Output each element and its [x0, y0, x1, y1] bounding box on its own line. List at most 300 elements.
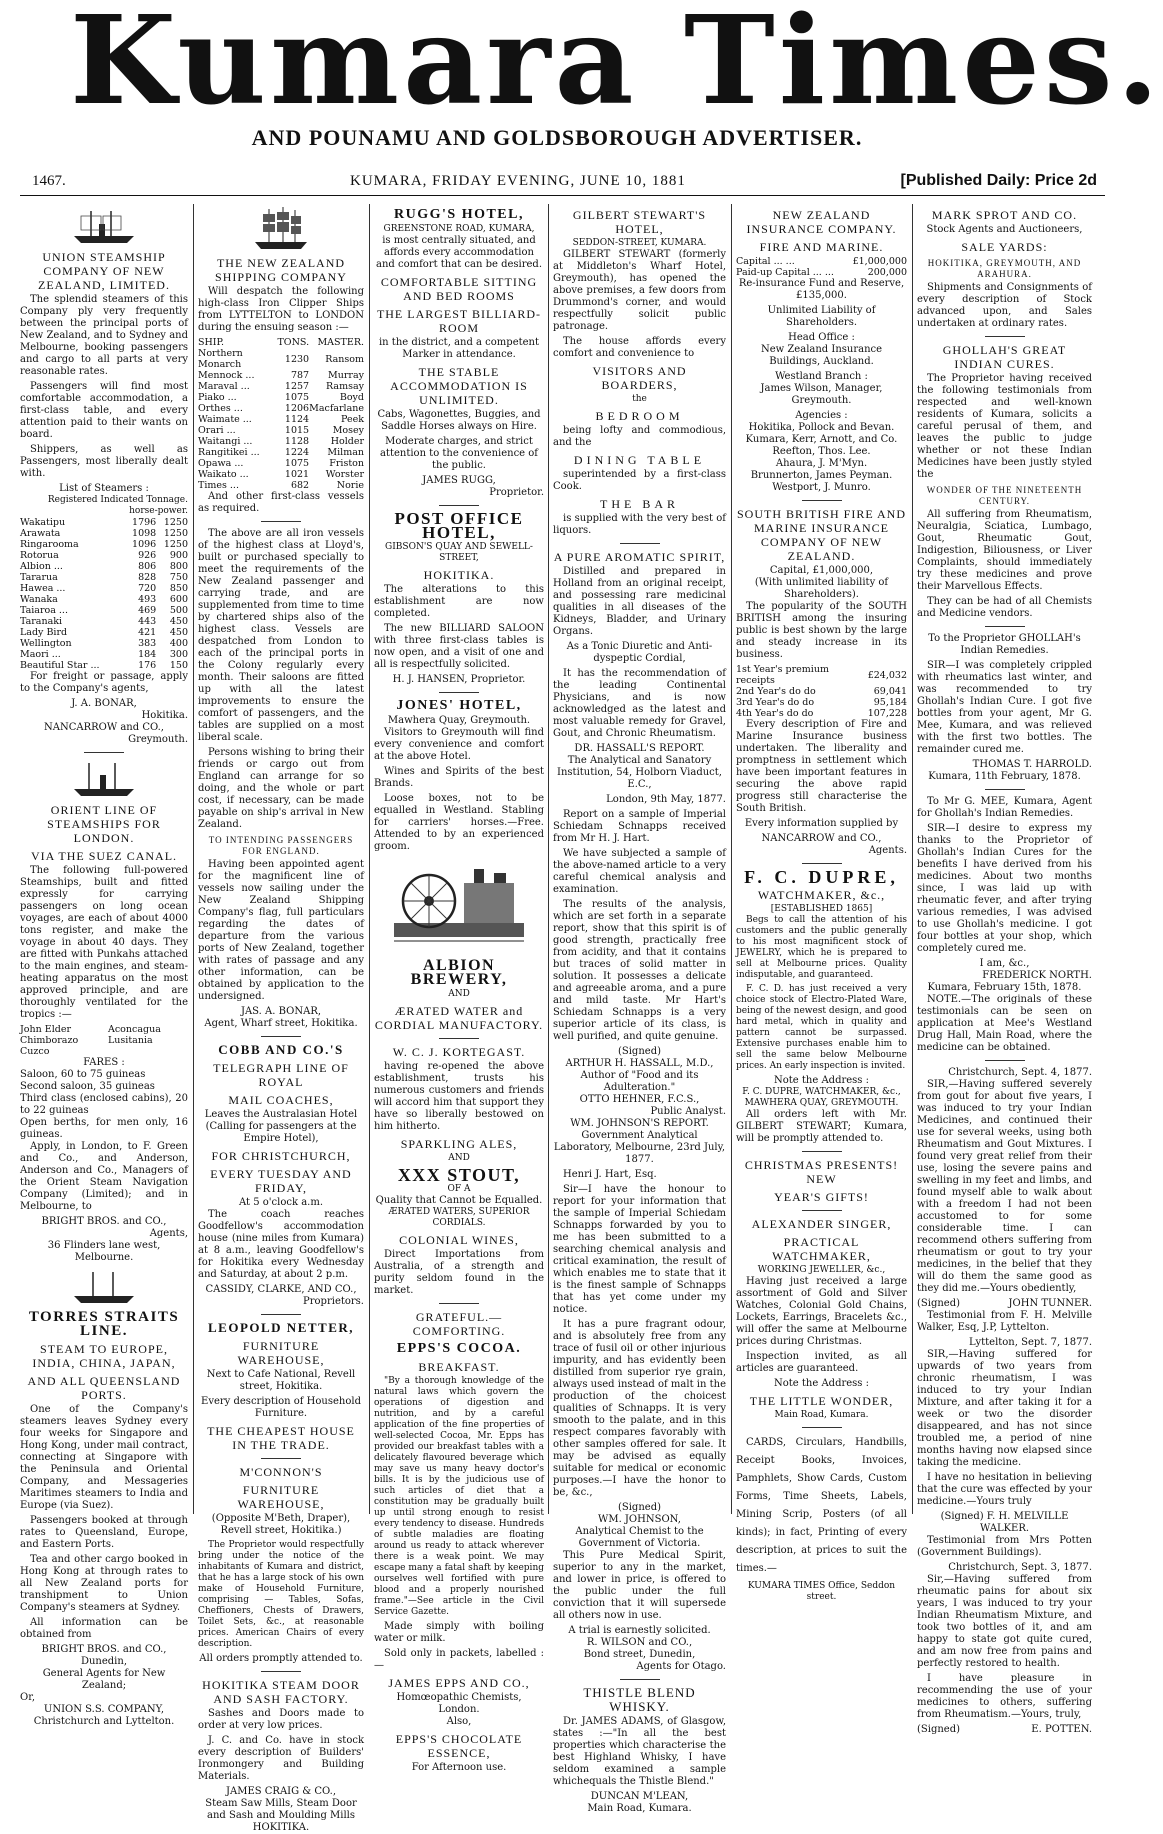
table-cell: Tararua [20, 572, 58, 583]
steamship-icon [69, 206, 139, 246]
ghollah-text: I have no hesitation in believing that the cure was effected by your medicine.—Yours truly [917, 1472, 1092, 1507]
kortegast-title: W. C. J. KORTEGAST. [392, 1045, 526, 1059]
rugg-heading: THE STABLE ACCOMMODATION IS UNLIMITED. [390, 365, 528, 407]
table-cell: Worster [325, 469, 364, 480]
steamship-icon [69, 1266, 139, 1306]
aromatic-spirit-text: Distilled and prepared in Holland from an original receipt, and possessing rare medicinal qualities in all diseases of the Kidneys, Bladder, and Urinary Organs. [553, 566, 726, 637]
table-cell: Macfarlane [309, 403, 364, 414]
ghollah-text: SIR—I was completely crippled with rheumatics last winter, and was recommended to try Ghollah's Indian Cure. I got five bottles from your agent, Mr G. Mee, Kumara, and was relieved with the first two bottles. The remainder cured me. [917, 660, 1092, 755]
table-row [198, 425, 364, 436]
divider [802, 1210, 842, 1211]
divider [802, 1151, 842, 1152]
gilbert-stewart-heading: DINING TABLE [573, 453, 706, 467]
list-item: Hokitika, Pollock and Bevan. [748, 422, 895, 433]
ghollah-signature: (Signed) F. H. MELVILLE WALKER. [940, 1511, 1069, 1534]
rugg-signature: JAMES RUGG, [422, 475, 496, 486]
gilbert-stewart-text: The house affords every comfort and convenience to [553, 336, 726, 359]
hsd-signature: JAMES CRAIG & CO., [225, 1786, 337, 1797]
singer-heading: PRACTICAL WATCHMAKER, [772, 1235, 871, 1263]
list-item: Third class (enclosed cabins), 20 to 22 guineas [20, 1093, 188, 1116]
column-rule [731, 204, 732, 1514]
masthead [0, 0, 1163, 150]
steamship-icon [69, 759, 139, 799]
table-row [736, 664, 907, 686]
table-row [20, 649, 188, 660]
jones-title: JONES' HOTEL, [396, 698, 522, 713]
mcconnon-title: M'CONNON'S [239, 1465, 323, 1479]
hehner-signature: OTTO HEHNER, F.C.S., [579, 1094, 700, 1105]
torres-agent-town: Dunedin, [80, 1656, 128, 1667]
torres-usc-towns: Christchurch and Lyttelton. [33, 1716, 175, 1727]
divider [261, 1458, 301, 1459]
hassall-report-text: London, 9th May, 1877. [606, 794, 726, 805]
hsd-title: HOKITIKA STEAM DOOR AND SASH FACTORY. [202, 1678, 360, 1706]
column-rule [193, 204, 194, 1514]
torres-text: Tea and other cargo booked in Hong Kong at through rates to all New Zealand ports for transhipment to Union Company's steamers at Sydney. [20, 1554, 188, 1613]
table-cell: Norie [336, 480, 364, 491]
post-office-text: The new BILLIARD SALOON with three first-class tables is now open, and a visit of one and all is respectfully solicited. [374, 623, 544, 670]
table-cell: Wellington [20, 638, 72, 649]
cobb-time: At 5 o'clock a.m. [238, 1197, 323, 1208]
dupre-address: MAWHERA QUAY, GREYMOUTH. [744, 1098, 899, 1108]
divider [802, 1427, 842, 1428]
table-cell: 1021 [284, 469, 310, 480]
little-wonder-address: Main Road, Kumara. [774, 1410, 869, 1420]
table-cell: 493 [138, 594, 157, 605]
nzi-heading: Westland Branch : [775, 371, 868, 382]
table-cell: 1796 [132, 517, 157, 528]
nzs-ships-table [198, 337, 364, 491]
gilbert-stewart-heading: VISITORS AND BOARDERS, [592, 364, 687, 392]
table-cell: 1075 [284, 392, 310, 403]
fares-list [20, 1069, 188, 1141]
table-cell: Capital ... ... [736, 256, 795, 267]
table-cell: Maraval ... [198, 381, 250, 392]
ghollah-date: Christchurch, Sept. 4, 1877. [948, 1067, 1092, 1078]
nzs-title: THE NEW ZEALAND SHIPPING COMPANY [215, 256, 347, 284]
table-row [198, 392, 364, 403]
mcconnon-text: The Proprietor would respectfully bring under the notice of the inhabitants of Kumara and district, that he has a large stock of his own make of Household Furniture, comprising — Tables, Sofas, Cheffioners, Chests of Drawers, Toilet Sets, &c., at reasonable prices. American Chairs of every description. [198, 1540, 364, 1649]
wilson-role: Agents for Otago. [636, 1661, 726, 1672]
table-cell: 1128 [284, 436, 310, 447]
table-cell: 400 [169, 638, 188, 649]
usc-agent-town: Hokitika. [141, 710, 188, 721]
nzs-text: The above are all iron vessels of the highest class at Lloyd's, built or purchased specially to meet the requirements of the New Zealand passenger and carrying trade, and are supplemented from time to time by chartered ships also of the highest class. Vessels are despatched from London to each of the principal ports in the Colony regularly every month. Their saloons are fitted up with all the latest improvements to ensure the comfort of passengers, and the tables are supplied on a most liberal scale. [198, 528, 364, 743]
rugg-title: RUGG'S HOTEL, [394, 207, 524, 222]
list-item: Reefton, Thos. Lee. [772, 446, 871, 457]
usc-text: For freight or passage, apply to the Company's agents, [20, 671, 188, 694]
column-6 [917, 204, 1092, 1735]
list-item: Saloon, 60 to 75 guineas [20, 1069, 146, 1080]
table-cell: Rangitikei ... [198, 447, 260, 458]
hassall-report-text: Report on a sample of Imperial Schiedam Schnapps received from Mr H. J. Hart. [553, 809, 726, 844]
ghollah-signature: E. POTTEN. [1031, 1724, 1092, 1735]
table-cell: Holder [330, 436, 364, 447]
epps-also: Also, [446, 1716, 472, 1727]
issue-number: 1467. [32, 173, 66, 189]
epps-signature-role: Homœopathic Chemists, [396, 1692, 522, 1703]
mark-sprot-heading: HOKITIKA, GREYMOUTH, AND ARAHURA. [927, 258, 1082, 279]
usc-text: Passengers will find most comfortable accommodation, a first-class table, and every attention paid to their wants on board. [20, 381, 188, 440]
divider [985, 1060, 1025, 1061]
ghollah-signed: (Signed) [917, 1298, 961, 1309]
table-cell: 1250 [163, 528, 188, 539]
divider [439, 692, 479, 693]
table-row [736, 686, 907, 697]
column-rule [369, 204, 370, 1514]
post-office-address: GIBSON'S QUAY AND SEWELL-STREET, [385, 542, 533, 563]
johnson-report-text: Sir—I have the honour to report for your information that the sample of Imperial Schiedam Schnapps forwarded by you to me has been submitted to a searching chemical analysis and critical examination, the result of which enables me to state that it is the finest sample of Schnapps that has yet come under my notice. [553, 1184, 726, 1315]
epps-heading: BREAKFAST. [418, 1360, 500, 1374]
nzs-text: Persons wishing to bring their friends or cargo out from England can arrange for so doing, and the whole or part cost, if necessary, can be made payable on ship's arrival in New Zealand. [198, 747, 364, 830]
post-office-title: POST OFFICE HOTEL, [394, 509, 524, 542]
rugg-heading: THE LARGEST BILLIARD-ROOM [376, 307, 542, 335]
orient-text: The following full-powered Steamships, built and fitted expressly for carrying passengers on long ocean voyages, are each of about 4000 tons register, and make the voyage in about 40 days. They are fitted with Punkahs attached to the main engines, and steam-heating apparatus on the most approved principle, and are thoroughly ventilated for the tropics :— [20, 865, 188, 1020]
torres-heading: AND ALL QUEENSLAND PORTS. [27, 1374, 181, 1402]
table-cell: Aconcagua [108, 1024, 161, 1035]
ghollah-title: GHOLLAH'S GREAT INDIAN CURES. [942, 343, 1067, 371]
rugg-heading: COMFORTABLE SITTING AND BED ROOMS [380, 275, 538, 303]
south-british-text: Every information supplied by [744, 818, 899, 829]
ghollah-text: NOTE.—The originals of these testimonials can be seen on application at Mee's Westland Drug Hall, Main Road, where the medicine can be obtained. [917, 994, 1092, 1053]
table-cell: Orthes ... [198, 403, 243, 414]
table-row [20, 627, 188, 638]
dupre-established: [ESTABLISHED 1865] [770, 904, 873, 914]
column-3 [374, 204, 544, 1773]
usc-agent: J. A. BONAR, [71, 698, 137, 709]
table-cell: £1,000,000 [852, 256, 907, 267]
nzi-agencies [736, 422, 907, 494]
divider [261, 521, 301, 522]
usc-text: The splendid steamers of this Company ply very frequently between the principal ports of New Zealand, and to Sydney and Melbourne, booking passengers and cargo to all parts at very reasonable rates. [20, 294, 188, 377]
table-cell: 1224 [284, 447, 310, 458]
nzs-signature: JAS. A. BONAR, [240, 1006, 322, 1017]
christmas-heading: YEAR'S GIFTS! [774, 1190, 869, 1204]
table-cell: 200,000 [867, 267, 907, 278]
table-cell: £24,032 [867, 669, 907, 681]
post-office-text: The alterations to this establishment are now completed. [374, 584, 544, 619]
table-row [20, 517, 188, 528]
dupre-heading: WATCHMAKER, &c., [757, 888, 886, 902]
table-row [198, 381, 364, 392]
table-row [198, 370, 364, 381]
hsd-signature-town: HOKITIKA. [252, 1822, 310, 1833]
cobb-heading: EVERY TUESDAY AND FRIDAY, [210, 1167, 352, 1195]
table-cell: 800 [169, 561, 188, 572]
torres-agent-role: General Agents for New Zealand; [42, 1668, 166, 1691]
cobb-heading: TELEGRAPH LINE OF ROYAL [213, 1061, 349, 1089]
jones-text: Loose boxes, not to be equalled in Westland. Stabling for carriers' horses.—Free. Attended to by an experienced groom. [374, 793, 544, 852]
table-cell: Mosey [332, 425, 364, 436]
usc-text: Shippers, as well as Passengers, most liberally dealt with. [20, 444, 188, 479]
table-cell: Cuzco [20, 1046, 50, 1057]
torres-agent: BRIGHT BROS. and CO., [41, 1644, 167, 1655]
ghollah-text: SIR,—Having suffered severely from gout for about five years, I was induced to try your Indian Medicines, and continued their use for several weeks, using both Rheumatism and Gout Mixtures. I found very great relief from their use, losing the severe pains and swelling in my feet and limbs, and found myself able to walk about with a freedom I had not been accustomed to for some considerable time. I can recommend others suffering from rheumatism or gout to try your medicines, in the belief that they will do them the same good as they did me.—Yours obediently, [917, 1079, 1092, 1294]
xxx-stout: XXX STOUT, [397, 1165, 521, 1185]
nzi-heading: FIRE AND MARINE. [759, 240, 884, 254]
singer-heading: WORKING JEWELLER, &c., [757, 1265, 886, 1275]
dupre-heading: Note the Address : [774, 1075, 869, 1086]
divider [439, 505, 479, 506]
steamers-list-title: List of Steamers : [59, 483, 149, 494]
kortegast-heading: ÆRATED WATERS, SUPERIOR CORDIALS. [388, 1207, 530, 1228]
table-cell: MASTER. [317, 337, 364, 348]
ghollah-signature-row [917, 1724, 1092, 1736]
aromatic-spirit-text: This Pure Medical Spirit, superior to any in the market, and lower in price, is offered to the public under the full conviction that it will supersede all others now in use. [553, 1550, 726, 1621]
nzi-title: NEW ZEALAND INSURANCE COMPANY. [746, 208, 897, 236]
table-cell: Ringarooma [20, 539, 79, 550]
hassall-report-title: DR. HASSALL'S REPORT. [574, 743, 705, 754]
wilson-signature: R. WILSON and CO., [586, 1637, 693, 1648]
table-cell: Piako ... [198, 392, 237, 403]
netter-text: Next to Cafe National, Revell street, Hokitika. [206, 1369, 356, 1392]
steamers-list-header: Registered Indicated Tonnage. horse-power. [47, 495, 188, 516]
hassall-signed: (Signed) [617, 1046, 661, 1057]
rugg-address: GREENSTONE ROAD, KUMARA, [383, 224, 535, 234]
ghollah-signed: (Signed) [917, 1724, 961, 1735]
table-cell: 2nd Year's do do [736, 686, 816, 697]
orient-agent-role: Agents, [149, 1228, 188, 1239]
cobb-text: The coach reaches Goodfellow's accommodation house (nine miles from Kumara) at 8 a.m., leaving Goodfellow's for Hokitika every Wednesday and Saturday, at about 2 p.m. [198, 1209, 364, 1280]
table-cell: Lady Bird [20, 627, 68, 638]
mark-sprot-heading: SALE YARDS: [961, 240, 1048, 254]
table-cell: 450 [169, 616, 188, 627]
table-cell: Milman [327, 447, 364, 458]
ghollah-text: I am, &c., [979, 958, 1030, 969]
table-cell: Albion ... [20, 561, 63, 572]
table-row [20, 638, 188, 649]
ghollah-text: SIR,—Having suffered for upwards of two years from chronic rheumatism, I was induced to try your Indian Mixture, and after taking it for a week or two the disorder disappeared, and has not since troubled me, a period of nine months having now elapsed since taking the medicine. [917, 1349, 1092, 1468]
netter-heading: THE CHEAPEST HOUSE IN THE TRADE. [207, 1424, 355, 1452]
table-row [20, 594, 188, 605]
table-cell: 4th Year's do do [736, 708, 814, 719]
mark-sprot-title: MARK SPROT AND CO. [931, 208, 1078, 222]
singer-text: Inspection invited, as all articles are guaranteed. [736, 1351, 907, 1374]
hassall-signature-role: Author of "Food and its Adulteration." [580, 1070, 699, 1093]
column-2 [198, 204, 364, 1833]
kortegast-text: having re-opened the above establishment, trusts his numerous customers and friends will accord him that support they have so liberally bestowed on him hitherto. [374, 1061, 544, 1132]
table-cell: Murray [328, 370, 364, 381]
epps-text: Sold only in packets, labelled :— [374, 1648, 544, 1671]
table-cell: 1st Year's premium receipts [736, 664, 829, 686]
gilbert-stewart-text: is supplied with the very best of liquors. [553, 513, 726, 536]
dupre-address: F. C. DUPRE, WATCHMAKER, &c., [742, 1087, 901, 1097]
column-4 [553, 204, 726, 1814]
column-5 [736, 204, 907, 1602]
table-cell: 1250 [163, 539, 188, 550]
masthead-title: Kumara Times. [70, 0, 1163, 132]
ghollah-signature: THOMAS T. HARROLD. [972, 759, 1092, 770]
nzi-text: New Zealand Insurance Buildings, Auckland. [760, 344, 883, 367]
table-cell: 300 [169, 649, 188, 660]
issue-date: KUMARA, FRIDAY EVENING, JUNE 10, 1881 [350, 173, 686, 189]
ghollah-text: All suffering from Rheumatism, Neuralgia, Sciatica, Lumbago, Gout, Rheumatic Gout, Indigestion, Biliousness, or Liver Complaints, should immediately try these medicines and prove their Marvellous Effects. [917, 509, 1092, 592]
jones-text: Wines and Spirits of the best Brands. [374, 766, 544, 789]
johnson-report-title: WM. JOHNSON'S REPORT. [570, 1118, 709, 1129]
aromatic-spirit-text: As a Tonic Diuretic and Anti-dyspeptic Cordial, [566, 641, 713, 664]
rugg-text: Moderate charges, and strict attention to the convenience of the public. [379, 436, 539, 471]
printing-office: KUMARA TIMES Office, Seddon street. [747, 1581, 896, 1602]
table-row [198, 348, 364, 370]
table-row [20, 528, 188, 539]
orient-agent: BRIGHT BROS. and CO., [41, 1216, 167, 1227]
table-row [736, 267, 907, 278]
mark-sprot-text: Stock Agents and Auctioneers, [926, 224, 1083, 235]
gilbert-stewart-text: superintended by a first-class Cook. [553, 469, 726, 492]
ghollah-text: Sir,—Having suffered from rheumatic pains for about six years, I was induced to try your Indian Rheumatism Mixture, and took two bottles of it, and am happy to state got quite cured, and am now free from pains and perfectly restored to health. [917, 1574, 1092, 1669]
cobb-signature-role: Proprietors. [303, 1296, 364, 1307]
johnson-report-text: Henri J. Hart, Esq. [563, 1169, 657, 1180]
table-cell: 1124 [284, 414, 310, 425]
ghollah-text: I have pleasure in recommending the use of your medicines to others, suffering from Rheumatism.—Yours, truly, [917, 1673, 1092, 1720]
hassall-report-text: We have subjected a sample of the above-named article to a very careful chemical analysis and examination. [553, 848, 726, 895]
gilbert-stewart-the: the [632, 394, 647, 404]
dupre-text: Begs to call the attention of his customers and the public generally to his most magnificent stock of JEWELRY, which he is prepared to sell at Melbourne prices. Quality indisputable, and guaranteed. [736, 915, 907, 980]
nzs-heading: TO INTENDING PASSENGERS FOR ENGLAND. [208, 835, 354, 856]
table-cell: 682 [290, 480, 310, 491]
gilbert-stewart-heading: BEDROOM [595, 409, 684, 423]
gilbert-stewart-title: GILBERT STEWART'S HOTEL, [572, 208, 707, 236]
nzi-heading: Agencies : [795, 410, 848, 421]
kortegast-heading: SPARKLING ALES, [400, 1137, 518, 1151]
hassall-signature: ARTHUR H. HASSALL, M.D., [565, 1058, 714, 1069]
list-item: Open berths, for men only, 16 guineas. [20, 1117, 188, 1140]
table-cell: 1250 [163, 517, 188, 528]
table-cell: 1015 [284, 425, 310, 436]
singer-text: Having just received a large assortment of Gold and Silver Watches, Colonial Gold Chains, Lockets, Earrings, Bracelets &c., will offer the same at Melbourne prices during Christmas. [736, 1276, 907, 1347]
table-cell: Mennock ... [198, 370, 255, 381]
cobb-signature: CASSIDY, CLARKE, AND CO., [205, 1284, 357, 1295]
steamers-table [20, 517, 188, 671]
table-cell: Arawata [20, 528, 61, 539]
albion-heading: ÆRATED WATER and CORDIAL MANUFACTORY. [374, 1004, 544, 1032]
thistle-blend-text: Dr. JAMES ADAMS, of Glasgow, states :—"In all the best properties which characterise the best Highland Whisky, I have seldom examined a sample whichequals the Thistle Blend." [553, 1716, 726, 1787]
ghollah-signature-row [917, 1298, 1092, 1310]
divider [985, 336, 1025, 337]
usc-agent: NANCARROW and CO., [44, 722, 164, 733]
albion-title: ALBION BREWERY, [410, 957, 508, 988]
rugg-text: is most centrally situated, and affords every accommodation and comfort that can be desired. [375, 235, 542, 270]
mcconnon-text: (Opposite M'Beth, Draper), Revell street, Hokitika.) [211, 1513, 351, 1536]
orient-subtitle: VIA THE SUEZ CANAL. [30, 849, 178, 863]
divider [802, 863, 842, 864]
south-british-receipts-table [736, 664, 907, 719]
ghollah-text: The Proprietor having received the following testimonials from respected and well-known residents of Kumara, solicits a careful perusal of them, and leaves the public to judge whether or not these Indian Medicines have been justly styled the [917, 373, 1092, 480]
kortegast-text: Direct Importations from Australia, of a strength and purity seldom found in the market. [374, 1249, 544, 1296]
table-cell: 900 [169, 550, 188, 561]
column-rule [548, 204, 549, 1514]
hassall-report-text: The Analytical and Sanatory Institution, 54, Holborn Viaduct, E.C., [557, 755, 722, 790]
table-row [20, 1035, 188, 1046]
nzi-heading: Head Office : [788, 332, 855, 343]
netter-text: Every description of Household Furniture. [201, 1396, 361, 1419]
aromatic-spirit-title: A PURE AROMATIC SPIRIT, [553, 550, 726, 564]
table-cell: TONS. [277, 337, 310, 348]
johnson-report-text: It has a pure fragrant odour, and is absolutely free from any trace of fusil oil or other injurious impurity, and has evidently been distilled from superior rye grain, always used instead of malt in the production of the choicest qualities of Schnapps. It is very smooth to the palate, and in this respect compares favorably with other samples offered for sale. It may be advised as equally suitable for medical or economic purposes.—I have the honor to be, &c., [553, 1319, 726, 1498]
table-cell: Chimborazo [20, 1035, 79, 1046]
ghollah-text: Testimonial from F. H. Melville Walker, Esq, J.P, Lyttelton. [917, 1310, 1092, 1333]
sailing-ship-icon [251, 206, 311, 252]
table-row [198, 480, 364, 491]
table-cell: Orari ... [198, 425, 236, 436]
fares-title: FARES : [83, 1057, 125, 1068]
ghollah-text: To Mr G. MEE, Kumara, Agent for Ghollah's Indian Remedies. [917, 796, 1092, 819]
table-cell: Opawa ... [198, 458, 244, 469]
south-british-text: Every description of Fire and Marine Insurance business undertaken. The liberality and promptness in settlement which have been important features in securing the above rapid progress still characterise the South British. [736, 719, 907, 814]
table-row [20, 561, 188, 572]
table-row [20, 1046, 188, 1057]
table-cell: Hawea ... [20, 583, 66, 594]
column-rule [912, 204, 913, 1514]
torres-title: TORRES STRAITS LINE. [28, 1309, 180, 1339]
table-row [198, 447, 364, 458]
table-cell: Lusitania [108, 1035, 153, 1046]
nzi-text: Re-insurance Fund and Reserve, £135,000. [738, 278, 905, 301]
table-cell: 500 [169, 605, 188, 616]
table-cell: Waitangi ... [198, 436, 253, 447]
hehner-signature-role: Public Analyst. [650, 1106, 726, 1117]
south-british-agent-role: Agents. [868, 845, 907, 856]
table-cell: 443 [138, 616, 157, 627]
table-cell: Paid-up Capital ... ... [736, 267, 834, 278]
ghollah-date: Lyttelton, Sept. 7, 1877. [969, 1337, 1092, 1348]
hassall-report-text: The results of the analysis, which are set forth in a separate report, show that this spirit is of good strength, practically free from acidity, and that it contains but traces of solid matter in solution. It possesses a delicate and agreeable aroma, and a pure and mild taste. Mr Hart's Schiedam Schnapps is a very superior article of its class, is well purified, and quite genuine. [553, 899, 726, 1042]
torres-heading: STEAM TO EUROPE, INDIA, CHINA, JAPAN, [32, 1342, 176, 1370]
ghollah-heading: WONDER OF THE NINETEENTH CENTURY. [926, 485, 1083, 506]
netter-heading: FURNITURE WAREHOUSE, [237, 1339, 325, 1367]
mcconnon-heading: FURNITURE WAREHOUSE, [237, 1483, 325, 1511]
gilbert-stewart-address: SEDDON-STREET, KUMARA. [572, 238, 707, 248]
torres-usc: UNION S.S. COMPANY, [43, 1704, 165, 1715]
ghollah-text: They can be had of all Chemists and Medicine vendors. [917, 596, 1092, 619]
thistle-blend-title: THISTLE BLEND WHISKY. [583, 1685, 696, 1714]
table-row [736, 697, 907, 708]
torres-text: Passengers booked at through rates to Queensland, Europe, and Eastern Ports. [20, 1515, 188, 1550]
kortegast-heading: COLONIAL WINES, [399, 1233, 519, 1247]
table-cell: Friston [329, 458, 364, 469]
table-cell: 469 [138, 605, 157, 616]
list-item: Westport, J. Munro. [772, 482, 871, 493]
ghollah-signature-date: Kumara, February 15th, 1878. [927, 982, 1082, 993]
table-row [736, 708, 907, 719]
table-cell: 69,041 [873, 686, 907, 697]
gilbert-stewart-text: GILBERT STEWART (formerly at Middleton's Wharf Hotel, Greymouth), has opened the above premises, a few doors from Drummond's corner, and would respectfully solicit public patronage. [553, 249, 726, 332]
epps-heading: EPPS'S CHOCOLATE ESSENCE, [395, 1732, 523, 1760]
epps-text: "By a thorough knowledge of the natural laws which govern the operations of digestion and nutrition, and by a careful application of the fine properties of well-selected Cocoa, Mr. Epps has provided our breakfast tables with a delicately flavoured beverage which may save us many heavy doctor's bills. It is by the judicious use of such articles of diet that a constitution may be gradually built up until strong enough to resist every tendency to disease. Hundreds of subtle maladies are floating around us ready to attack wherever there is a weak point. We may escape many a fatal shaft by keeping ourselves well fortified with pure blood and a properly nourished frame."—See article in the Civil Service Gazette. [374, 1376, 544, 1617]
wilson-address: Bond street, Dunedin, [583, 1649, 696, 1660]
table-cell: Times ... [198, 480, 239, 491]
usc-agent-town: Greymouth. [128, 734, 188, 745]
nzi-text: Unlimited Liability of Shareholders. [767, 305, 876, 328]
table-cell: 850 [169, 583, 188, 594]
table-cell: 828 [138, 572, 157, 583]
epps-signature: JAMES EPPS AND CO., [388, 1676, 530, 1690]
orient-address: 36 Flinders lane west, Melbourne. [47, 1240, 161, 1263]
dupre-text: All orders left with Mr. GILBERT STEWART; Kumara, will be promptly attended to. [736, 1109, 907, 1144]
orient-title: ORIENT LINE OF STEAMSHIPS FOR LONDON. [47, 803, 161, 845]
epps-signature-town: London. [438, 1704, 480, 1715]
torres-text: All information can be obtained from [20, 1617, 188, 1640]
divider [439, 1038, 479, 1039]
masthead-subtitle: AND POUNAMU AND GOLDSBOROUGH ADVERTISER. [251, 125, 863, 150]
south-british-liability: (With unlimited liability of Shareholders). [754, 577, 889, 600]
ghollah-signature: JOHN TUNNER. [1008, 1298, 1092, 1309]
column-1 [20, 204, 188, 1727]
table-cell: 184 [138, 649, 157, 660]
nzs-text: And other first-class vessels as required. [198, 491, 364, 514]
dupre-title: F. C. DUPRE, [744, 867, 899, 887]
albion-and: AND [448, 989, 470, 999]
